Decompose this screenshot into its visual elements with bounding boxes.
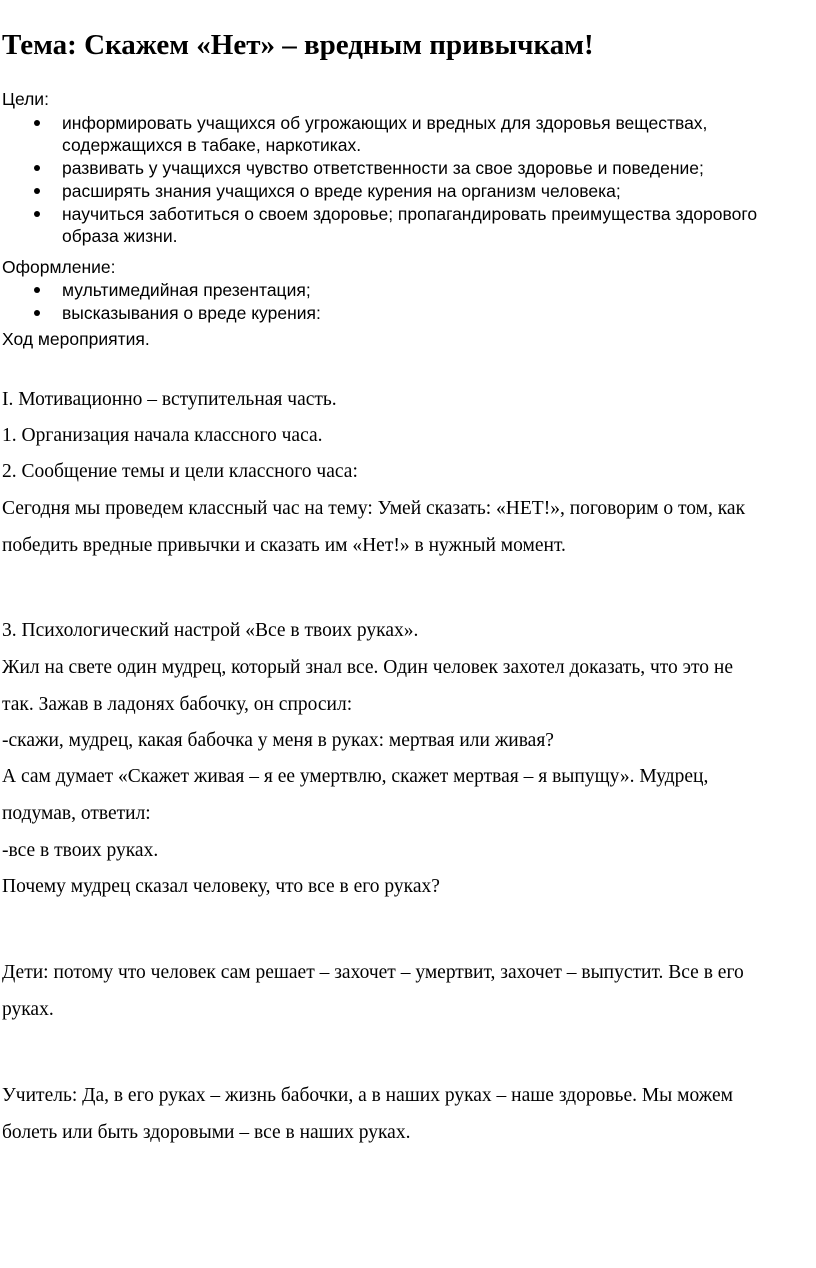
paragraph: так. Зажав в ладонях бабочку, он спросил: [2,694,353,715]
bullet-icon [34,165,40,171]
design-item-text: мультимедийная презентация; [62,280,311,300]
design-list [0,279,816,325]
goal-line: образа жизни. [62,226,178,246]
design-item [0,302,816,324]
paragraph: Жил на свете один мудрец, который знал все. Один человек захотел доказать, что это не [2,657,734,678]
document-title: Тема: Скажем «Нет» – вредным привычкам! [2,29,594,61]
paragraph: 2. Сообщение темы и цели классного часа: [2,461,358,482]
paragraph: Учитель: Да, в его руках – жизнь бабочки, а в наших руках – наше здоровье. Мы можем [2,1085,733,1106]
goal-item [0,203,816,247]
bullet-icon [34,188,40,194]
paragraph: 1. Организация начала классного часа. [2,425,323,446]
goal-line: научиться заботиться о своем здоровье; пропагандировать преимущества здорового [62,204,758,224]
goals-list [0,112,816,248]
paragraph: болеть или быть здоровыми – все в наших руках. [2,1122,411,1143]
goal-item [0,157,816,179]
bullet-icon [34,211,40,217]
goal-line: информировать учащихся об угрожающих и вредных для здоровья веществах, [62,113,708,133]
procedure-label: Ход мероприятия. [2,329,150,349]
paragraph: Почему мудрец сказал человеку, что все в его руках? [2,876,440,897]
section-heading: I. Мотивационно – вступительная часть. [2,389,337,410]
paragraph: Сегодня мы проведем классный час на тему: Умей сказать: «НЕТ!», поговорим о том, как [2,498,746,519]
design-label: Оформление: [2,257,116,277]
bullet-icon [34,287,40,293]
goal-item [0,180,816,202]
design-item-text: высказывания о вреде курения: [62,303,321,323]
bullet-icon [34,120,40,126]
paragraph: Дети: потому что человек сам решает – захочет – умертвит, захочет – выпустит. Все в его [2,962,744,983]
design-item [0,279,816,301]
paragraph: победить вредные привычки и сказать им «Нет!» в нужный момент. [2,535,566,556]
paragraph: 3. Психологический настрой «Все в твоих руках». [2,620,419,641]
goals-label: Цели: [2,89,49,109]
paragraph: -все в твоих руках. [2,840,159,861]
paragraph: подумав, ответил: [2,803,151,824]
bullet-icon [34,310,40,316]
paragraph: А сам думает «Скажет живая – я ее умертвлю, скажет мертвая – я выпущу». Мудрец, [2,766,709,787]
goal-line: расширять знания учащихся о вреде курения на организм человека; [62,181,621,201]
paragraph: -скажи, мудрец, какая бабочка у меня в руках: мертвая или живая? [2,730,554,751]
goal-line: развивать у учащихся чувство ответственности за свое здоровье и поведение; [62,158,704,178]
goal-line: содержащихся в табаке, наркотиках. [62,135,362,155]
goal-item [0,112,816,156]
paragraph: руках. [2,999,54,1020]
